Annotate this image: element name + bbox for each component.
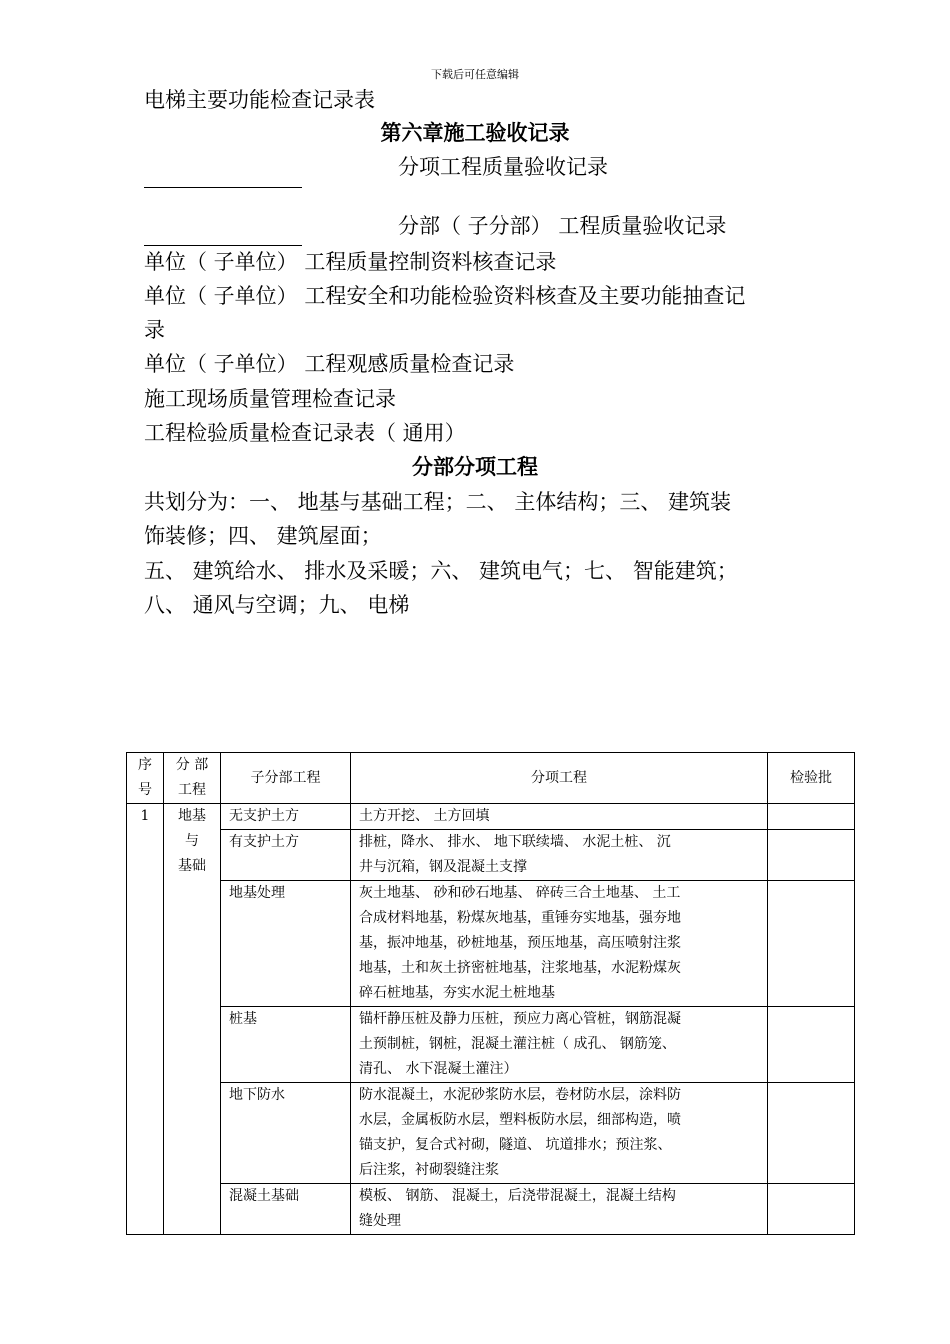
division-table (126, 752, 855, 1235)
table-row (127, 830, 855, 881)
underline-rule-2 (144, 245, 302, 246)
line-elevator-record: 电梯主要功能检查记录表 (144, 88, 375, 112)
header-sub-item: 分项工程 (351, 753, 768, 804)
line-general-inspection-form: 工程检验质量检查记录表（ 通用） (144, 421, 466, 445)
sub-item-line: 后注浆，衬砌裂缝注浆 (359, 1162, 499, 1178)
sub-item-line: 模板、 钢筋、 混凝土，后浇带混凝土，混凝土结构 (359, 1188, 676, 1204)
cell-division (164, 804, 221, 1235)
line-unit-safety-record-cont: 录 (144, 318, 165, 342)
cell-inspection-batch (768, 804, 855, 830)
sub-item-line: 灰土地基、 砂和砂石地基、 碎砖三合土地基、 土工 (359, 885, 681, 901)
cell-sub-items (351, 881, 768, 1007)
intro-line-3: 五、 建筑给水、 排水及采暖；六、 建筑电气；七、 智能建筑； (144, 559, 738, 583)
line-site-management-record: 施工现场质量管理检查记录 (144, 387, 396, 411)
line-unit-appearance-record: 单位（ 子单位） 工程观感质量检查记录 (144, 352, 515, 376)
sub-item-line: 基，振冲地基，砂桩地基，预压地基，高压喷射注浆 (359, 935, 681, 951)
underline-rule-1 (144, 187, 302, 188)
header-seq: 序 号 (127, 753, 164, 804)
cell-inspection-batch (768, 881, 855, 1007)
header-inspection-batch: 检验批 (768, 753, 855, 804)
cell-inspection-batch (768, 1083, 855, 1184)
cell-sub-items (351, 1083, 768, 1184)
sub-item-line: 井与沉箱，钢及混凝土支撑 (359, 859, 527, 875)
table-row (127, 1184, 855, 1235)
line-division-record: 分部（ 子分部） 工程质量验收记录 (398, 214, 727, 238)
cell-inspection-batch (768, 1184, 855, 1235)
header-note: 下载后可任意编辑 (431, 68, 519, 81)
table-row (127, 881, 855, 1007)
table-row (127, 1083, 855, 1184)
intro-line-2: 饰装修；四、 建筑屋面； (144, 524, 382, 548)
sub-item-line: 碎石桩地基，夯实水泥土桩地基 (359, 985, 555, 1001)
cell-sub-items (351, 1184, 768, 1235)
cell-sub-items (351, 830, 768, 881)
cell-seq: 1 (127, 804, 164, 1235)
cell-sub-division: 有支护土方 (221, 830, 351, 881)
intro-line-1: 共划分为：一、 地基与基础工程；二、 主体结构；三、 建筑装 (144, 490, 732, 514)
table-header-row (127, 753, 855, 804)
cell-sub-division: 地基处理 (221, 881, 351, 1007)
division-name-part: 地基 (178, 808, 206, 824)
sub-item-line: 土预制桩，钢桩，混凝土灌注桩（ 成孔、 钢筋笼、 (359, 1036, 676, 1052)
cell-inspection-batch (768, 1007, 855, 1083)
sub-item-line: 锚支护，复合式衬砌，隧道、 坑道排水；预注浆、 (359, 1137, 672, 1153)
cell-sub-division: 桩基 (221, 1007, 351, 1083)
section-title: 分部分项工程 (412, 455, 538, 479)
header-division: 分 部 工程 (164, 753, 221, 804)
sub-item-line: 水层，金属板防水层，塑料板防水层，细部构造，喷 (359, 1112, 681, 1128)
cell-sub-division: 混凝土基础 (221, 1184, 351, 1235)
sub-item-line: 地基，土和灰土挤密桩地基，注浆地基，水泥粉煤灰 (359, 960, 681, 976)
sub-item-line: 土方开挖、 土方回填 (359, 808, 490, 824)
line-unit-control-record: 单位（ 子单位） 工程质量控制资料核查记录 (144, 250, 557, 274)
cell-inspection-batch (768, 830, 855, 881)
cell-sub-division: 地下防水 (221, 1083, 351, 1184)
line-unit-safety-record: 单位（ 子单位） 工程安全和功能检验资料核查及主要功能抽查记 (144, 284, 746, 308)
cell-sub-division: 无支护土方 (221, 804, 351, 830)
sub-item-line: 缝处理 (359, 1213, 401, 1229)
line-subitem-record: 分项工程质量验收记录 (398, 155, 608, 179)
table-row (127, 1007, 855, 1083)
sub-item-line: 清孔、 水下混凝土灌注） (359, 1061, 518, 1077)
division-name-part: 与 (185, 833, 199, 849)
intro-line-4: 八、 通风与空调；九、 电梯 (144, 593, 410, 617)
table-row (127, 804, 855, 830)
sub-item-line: 防水混凝土，水泥砂浆防水层，卷材防水层，涂料防 (359, 1087, 681, 1103)
sub-item-line: 合成材料地基，粉煤灰地基，重锤夯实地基，强夯地 (359, 910, 681, 926)
sub-item-line: 锚杆静压桩及静力压桩，预应力离心管桩，钢筋混凝 (359, 1011, 681, 1027)
cell-sub-items (351, 804, 768, 830)
chapter-title: 第六章施工验收记录 (380, 121, 570, 145)
header-sub-division: 子分部工程 (221, 753, 351, 804)
cell-sub-items (351, 1007, 768, 1083)
sub-item-line: 排桩，降水、 排水、 地下联续墙、 水泥土桩、 沉 (359, 834, 671, 850)
division-name-part: 基础 (178, 858, 206, 874)
